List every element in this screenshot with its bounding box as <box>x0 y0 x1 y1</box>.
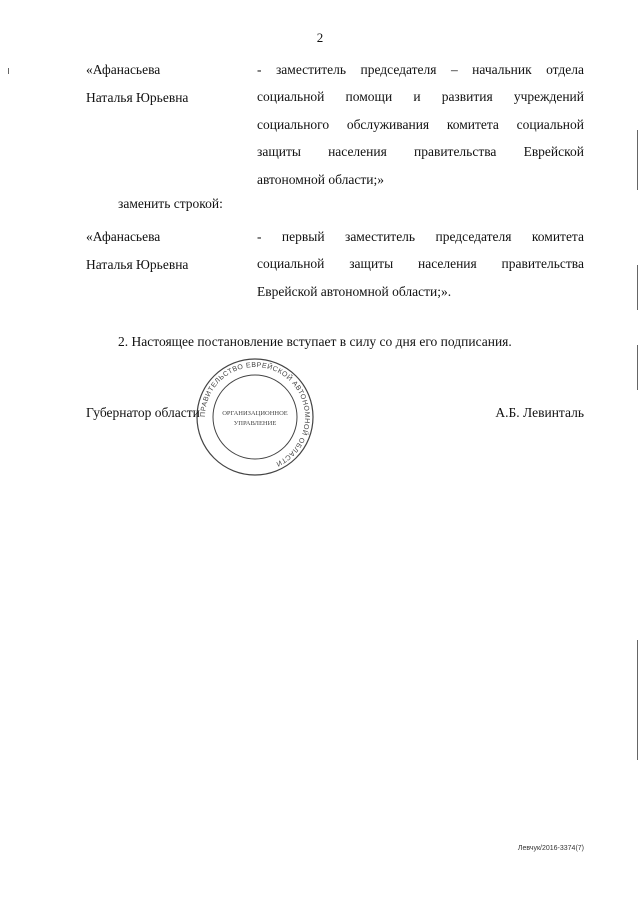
entry-new-desc-line-3: Еврейской автономной области;». <box>257 283 452 299</box>
scan-artifact-5 <box>8 68 9 74</box>
entry-old-desc-line-1: - заместитель председателя – начальник отдела <box>257 62 584 77</box>
entry-new-desc-line-2: социальной защиты населения правительства <box>257 256 584 272</box>
scan-artifact-3 <box>637 345 638 390</box>
scan-artifact-1 <box>637 130 638 190</box>
stamp-center-line-1: ОРГАНИЗАЦИОННОЕ <box>222 410 288 417</box>
organization-stamp <box>190 355 320 480</box>
entry-old-name-line-1: «Афанасьева <box>86 62 161 77</box>
entry-old-desc-line-2: социальной помощи и развития учреждений <box>257 89 584 105</box>
stamp-ring-text: ПРАВИТЕЛЬСТВО ЕВРЕЙСКОЙ АВТОНОМНОЙ ОБЛАСТИ <box>199 361 311 468</box>
scan-artifact-2 <box>637 265 638 310</box>
entry-new-desc-line-1: - первый заместитель председателя комитета <box>257 229 584 244</box>
entry-new-name-line-2: Наталья Юрьевна <box>86 257 189 272</box>
entry-old-description <box>257 56 584 193</box>
scan-artifact-4 <box>637 640 638 760</box>
entry-old-name <box>86 56 257 193</box>
signature-name: А.Б. Левинталь <box>495 405 584 420</box>
entry-old-desc-line-4: защиты населения правительства Еврейской <box>257 144 584 160</box>
paragraph-2: 2. Настоящее постановление вступает в силу со дня его подписания. <box>118 334 512 349</box>
entry-new-name <box>86 223 257 305</box>
entry-old-name-line-2: Наталья Юрьевна <box>86 90 189 105</box>
entry-old-desc-line-3: социального обслуживания комитета социальной <box>257 116 584 132</box>
entry-old-desc-line-5: автономной области;» <box>257 171 384 187</box>
entry-new-name-line-1: «Афанасьева <box>86 229 161 244</box>
entry-old <box>86 56 584 193</box>
stamp-center-line-2: УПРАВЛЕНИЕ <box>233 420 277 427</box>
page-number: 2 <box>316 30 324 45</box>
replace-instruction: заменить строкой: <box>118 196 223 211</box>
entry-new <box>86 223 584 305</box>
footer-code: Левчук/2016-3374(7) <box>517 845 584 852</box>
signature-title: Губернатор области <box>86 405 200 420</box>
entry-new-description <box>257 223 584 305</box>
